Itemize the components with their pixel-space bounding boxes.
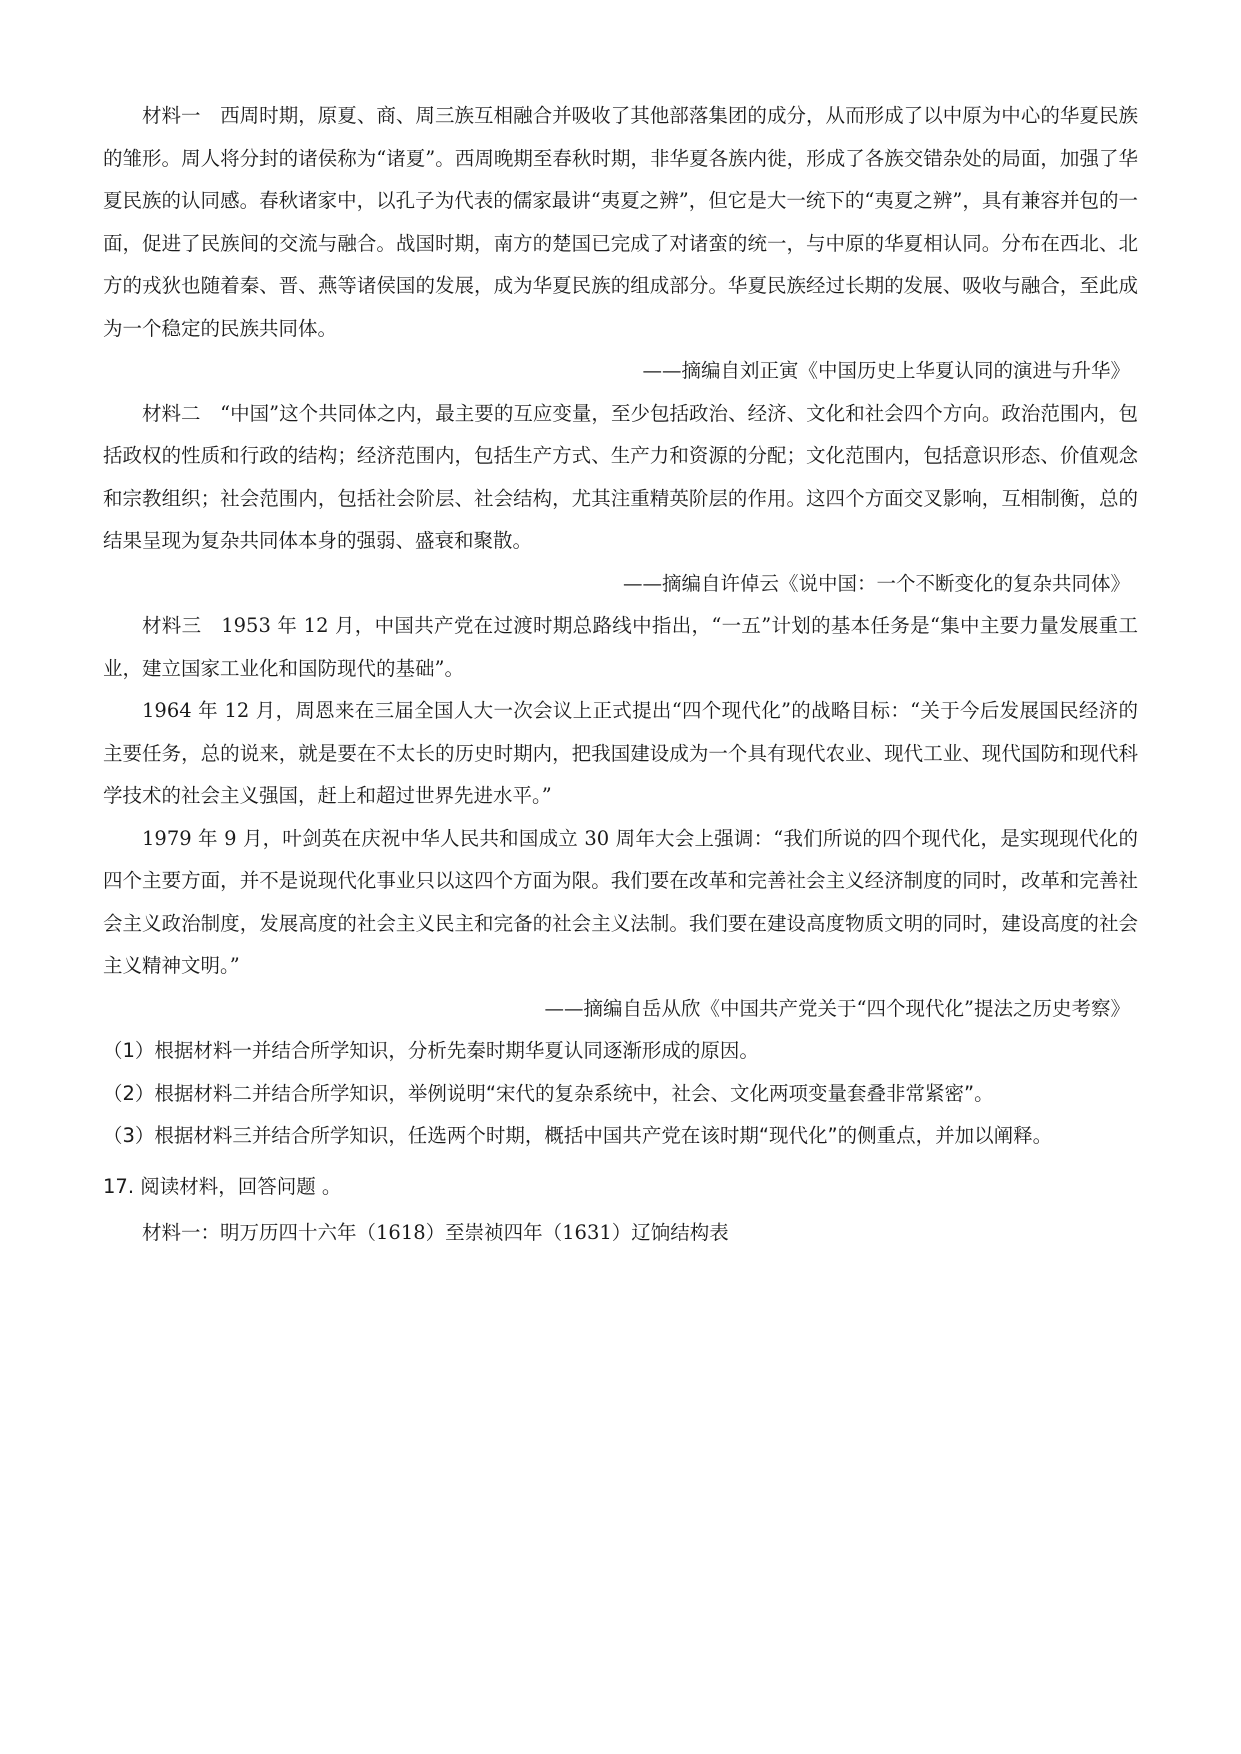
material-1-text: 材料一 西周时期，原夏、商、周三族互相融合并吸收了其他部落集团的成分，从而形成了以中原为中心的华夏民族的雏形。周人将分封的诸侯称为“诸夏”。西周晚期至春秋时期，非华夏各族内徙，形成了各族交错杂处的局面，加强了华夏民族的认同感。春秋诸家中，以孔子为代表的儒家最讲“夷夏之辨”，但它是大一统下的“夷夏之辨”，具有兼容并包的一面，促进了民族间的交流与融合。战国时期，南方的楚国已完成了对诸蛮的统一，与中原的华夏相认同。分布在西北、北方的戎狄也随着秦、晋、燕等诸侯国的发展，成为华夏民族的组成部分。华夏民族经过长期的发展、吸收与融合，至此成为一个稳定的民族共同体。 — [103, 104, 1138, 340]
question-17-title: 17. 阅读材料，回答问题 。 — [103, 1174, 342, 1198]
material-3-paragraph-2: 1964 年 12 月，周恩来在三届全国人大一次会议上正式提出“四个现代化”的战略目标：“关于今后发展国民经济的主要任务，总的说来，就是要在不太长的历史时期内，把我国建设成为一个具有现代农业、现代工业、现代国防和现代科学技术的社会主义强国，赶上和超过世界先进水平。” — [103, 699, 1138, 807]
material-1-source: ——摘编自刘正寅《中国历史上华夏认同的演进与升华》 — [642, 359, 1130, 382]
material-2-source: ——摘编自许倬云《说中国：一个不断变化的复杂共同体》 — [622, 571, 1130, 595]
material-3-paragraph-3: 1979 年 9 月，叶剑英在庆祝中华人民共和国成立 30 周年大会上强调：“我们所说的四个现代化，是实现现代化的四个主要方面，并不是说现代化事业只以这四个方面为限。我们要在改革和完善社会主义经济制度的同时，改革和完善社会主义政治制度，发展高度的社会主义民主和完备的社会主义法制。我们要在建设高度物质文明的同时，建设高度的社会主义精神文明。” — [103, 826, 1138, 977]
table-caption: 材料一：明万历四十六年（1618）至崇祯四年（1631）辽饷结构表 — [142, 1221, 729, 1244]
material-3-source: ——摘编自岳从欣《中国共产党关于“四个现代化”提法之历史考察》 — [544, 996, 1130, 1020]
document-page — [103, 95, 1138, 1255]
question-2: （2）根据材料二并结合所学知识，举例说明“宋代的复杂系统中，社会、文化两项变量套叠非常紧密”。 — [103, 1081, 994, 1105]
question-3: （3）根据材料三并结合所学知识，任选两个时期，概括中国共产党在该时期“现代化”的侧重点，并加以阐释。 — [103, 1124, 1053, 1147]
material-2-text: 材料二 “中国”这个共同体之内，最主要的互应变量，至少包括政治、经济、文化和社会四个方向。政治范围内，包括政权的性质和行政的结构；经济范围内，包括生产方式、生产力和资源的分配；文化范围内，包括意识形态、价值观念和宗教组织；社会范围内，包括社会阶层、社会结构，尤其注重精英阶层的作用。这四个方面交叉影响，互相制衡，总的结果呈现为复杂共同体本身的强弱、盛衰和聚散。 — [103, 401, 1138, 552]
material-3-paragraph-1: 材料三 1953 年 12 月，中国共产党在过渡时期总路线中指出，“一五”计划的基本任务是“集中主要力量发展重工业，建立国家工业化和国防现代的基础”。 — [103, 614, 1138, 680]
question-1: （1）根据材料一并结合所学知识，分析先秦时期华夏认同逐渐形成的原因。 — [103, 1039, 759, 1062]
